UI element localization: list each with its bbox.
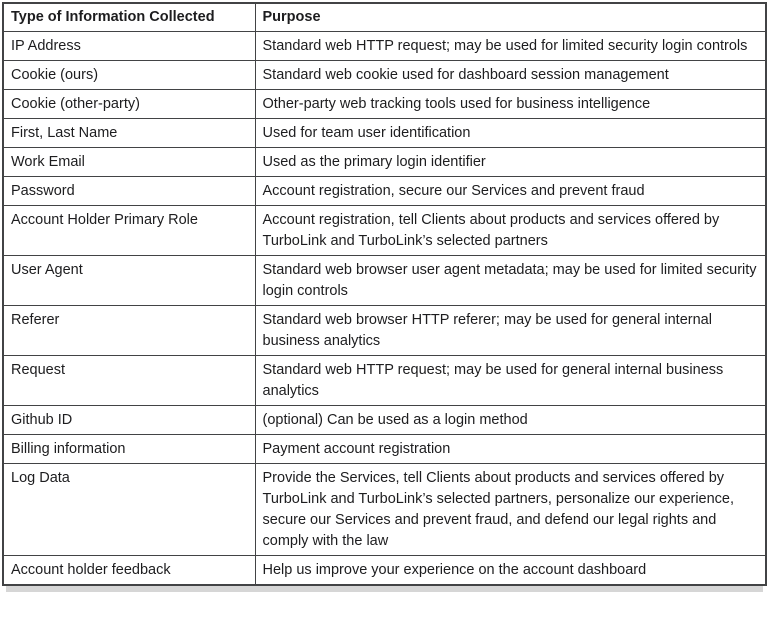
- purpose-cell: Account registration, secure our Services and prevent fraud: [255, 177, 766, 206]
- table-row: [3, 306, 766, 356]
- info-type-cell: Cookie (other-party): [3, 90, 255, 119]
- table-row: [3, 90, 766, 119]
- info-type-cell: Request: [3, 356, 255, 406]
- purpose-cell: Payment account registration: [255, 435, 766, 464]
- table-row: [3, 148, 766, 177]
- info-type-cell: First, Last Name: [3, 119, 255, 148]
- table-row: [3, 356, 766, 406]
- purpose-cell: Standard web browser HTTP referer; may be used for general internal business analytics: [255, 306, 766, 356]
- info-collection-table: [2, 2, 767, 586]
- info-type-cell: Referer: [3, 306, 255, 356]
- table-row: [3, 464, 766, 556]
- purpose-cell: (optional) Can be used as a login method: [255, 406, 766, 435]
- purpose-cell: Provide the Services, tell Clients about products and services offered by TurboLink and TurboLink’s selected partners, personalize our experience, secure our Services and prevent fraud, and defend our legal rights and comply with the law: [255, 464, 766, 556]
- table-row: [3, 435, 766, 464]
- purpose-cell: Standard web HTTP request; may be used for limited security login controls: [255, 32, 766, 61]
- table-row: [3, 177, 766, 206]
- info-type-cell: User Agent: [3, 256, 255, 306]
- table-row: [3, 256, 766, 306]
- purpose-cell: Other-party web tracking tools used for business intelligence: [255, 90, 766, 119]
- table-row: [3, 556, 766, 586]
- info-type-cell: Password: [3, 177, 255, 206]
- table-row: [3, 119, 766, 148]
- info-type-cell: Log Data: [3, 464, 255, 556]
- table-row: [3, 32, 766, 61]
- purpose-cell: Used for team user identification: [255, 119, 766, 148]
- purpose-cell: Account registration, tell Clients about products and services offered by TurboLink and TurboLink’s selected partners: [255, 206, 766, 256]
- purpose-cell: Help us improve your experience on the account dashboard: [255, 556, 766, 586]
- purpose-cell: Standard web browser user agent metadata; may be used for limited security login controls: [255, 256, 766, 306]
- purpose-cell: Standard web HTTP request; may be used for general internal business analytics: [255, 356, 766, 406]
- table-row: [3, 61, 766, 90]
- column-header-purpose: Purpose: [255, 3, 766, 32]
- purpose-cell: Standard web cookie used for dashboard session management: [255, 61, 766, 90]
- info-type-cell: Account holder feedback: [3, 556, 255, 586]
- info-type-cell: IP Address: [3, 32, 255, 61]
- info-type-cell: Cookie (ours): [3, 61, 255, 90]
- bottom-edge-strip: [6, 586, 763, 592]
- info-type-cell: Billing information: [3, 435, 255, 464]
- info-type-cell: Github ID: [3, 406, 255, 435]
- purpose-cell: Used as the primary login identifier: [255, 148, 766, 177]
- table-row: [3, 206, 766, 256]
- header-row: [3, 3, 766, 32]
- info-type-cell: Work Email: [3, 148, 255, 177]
- info-type-cell: Account Holder Primary Role: [3, 206, 255, 256]
- column-header-type: Type of Information Collected: [3, 3, 255, 32]
- table-row: [3, 406, 766, 435]
